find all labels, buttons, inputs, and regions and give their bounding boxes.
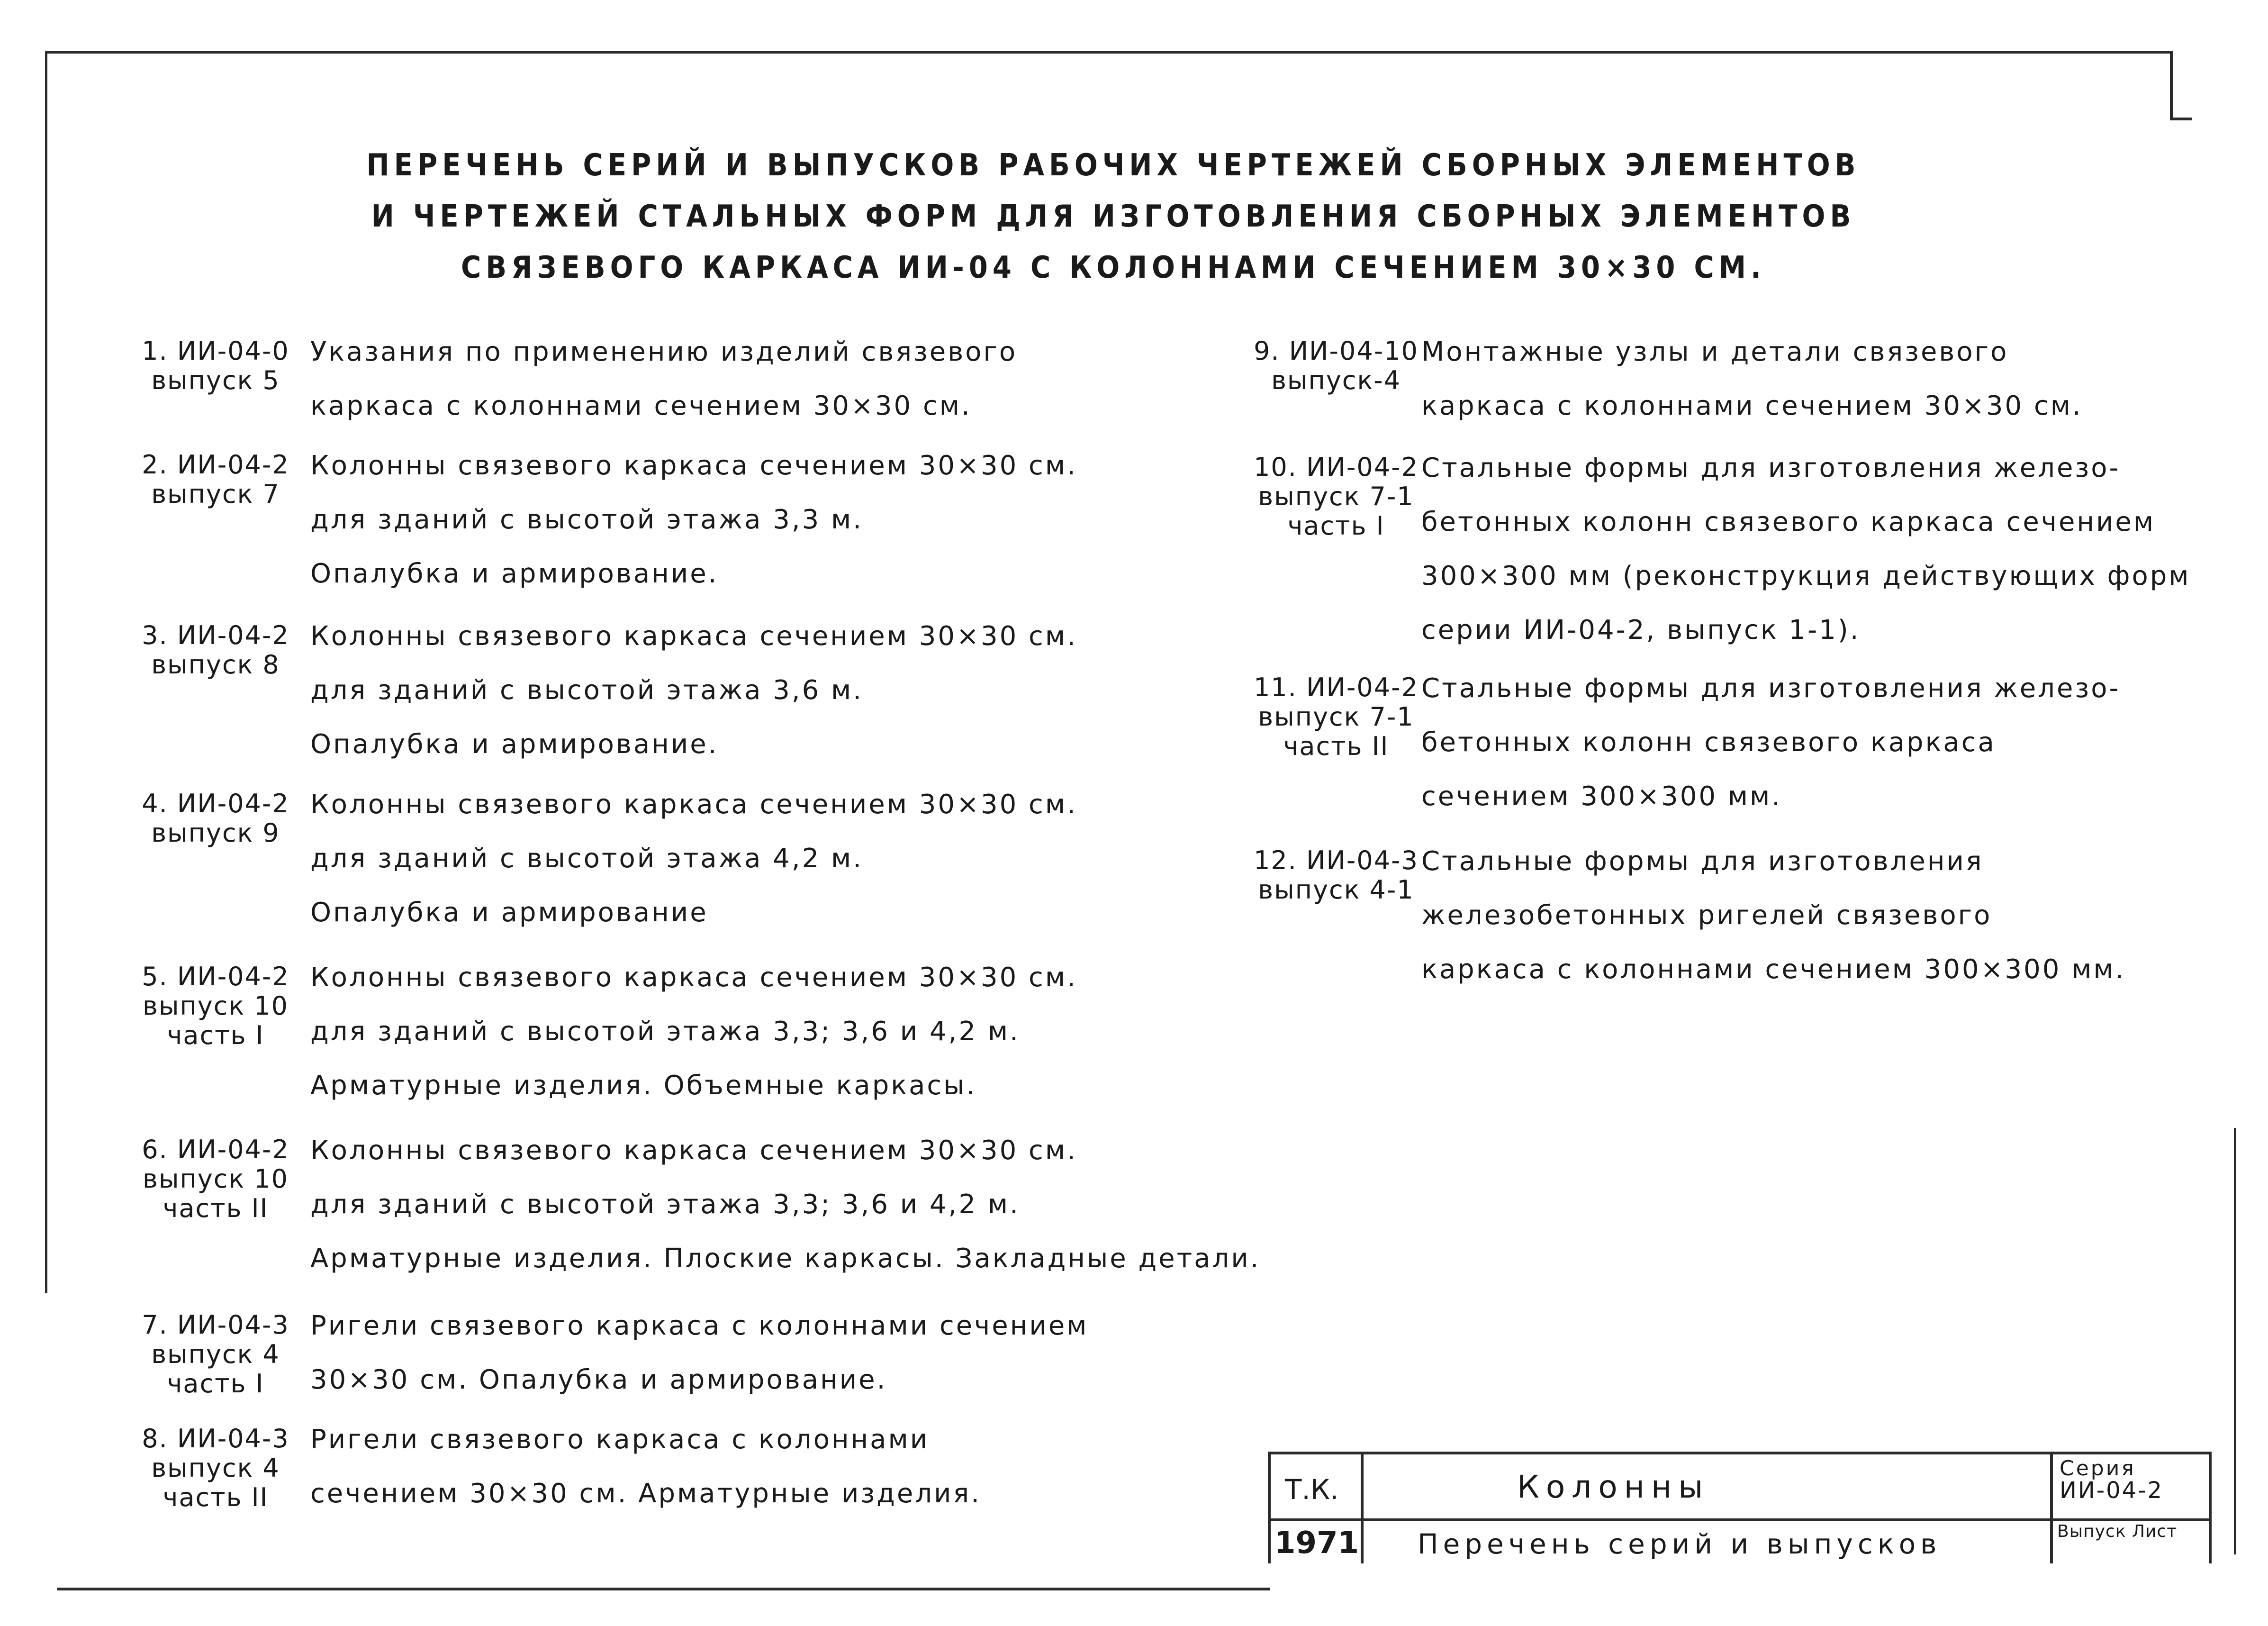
stamp-year: 1971 [1274,1526,1359,1561]
document-title [284,140,1943,293]
corner-mark [2170,51,2192,120]
series-code: 3. ИИ-04-2 выпуск 8 [142,620,289,680]
stamp-divider [1361,1454,1364,1563]
stamp-name: Колонны [1517,1469,1710,1505]
series-code: 7. ИИ-04-3 выпуск 4 часть I [142,1310,289,1399]
title-block-stamp [1268,1452,2212,1563]
frame-top-line [45,51,2172,54]
series-description: Колонны связевого каркаса сечением 30×30 см. для зданий с высотой этажа 3,6 м. Опалубка и армирование. [310,621,1077,760]
series-description: Указания по применению изделий связевого каркаса с колоннами сечением 30×30 см. [310,336,1018,421]
title-line-2: И ЧЕРТЕЖЕЙ СТАЛЬНЫХ ФОРМ ДЛЯ ИЗГОТОВЛЕНИЯ СБОРНЫХ ЭЛЕМЕНТОВ [371,199,1856,234]
series-description: Ригели связевого каркаса с колоннами сечением 30×30 см. Арматурные изделия. [310,1424,981,1509]
series-code: 10. ИИ-04-2 выпуск 7-1 часть I [1254,452,1419,541]
series-code: 9. ИИ-04-10 выпуск-4 [1254,336,1419,395]
series-code: 11. ИИ-04-2 выпуск 7-1 часть II [1254,672,1419,761]
series-description: Колонны связевого каркаса сечением 30×30 см. для зданий с высотой этажа 4,2 м. Опалубка и армирование [310,789,1077,928]
series-description: Колонны связевого каркаса сечением 30×30 см. для зданий с высотой этажа 3,3; 3,6 и 4,2 м. Арматурные изделия. Объемные каркасы. [310,962,1077,1101]
frame-right-line [2234,1128,2236,1554]
series-description: Монтажные узлы и детали связевого каркаса с колоннами сечением 30×30 см. [1421,336,2083,421]
series-description: Колонны связевого каркаса сечением 30×30 см. для зданий с высотой этажа 3,3 м. Опалубка и армирование. [310,450,1077,589]
series-code: 4. ИИ-04-2 выпуск 9 [142,789,289,848]
frame-bottom-line [57,1588,1270,1590]
stamp-tk: Т.К. [1285,1473,1339,1506]
frame-left-line [45,51,47,1293]
series-description: Колонны связевого каркаса сечением 30×30 см. для зданий с высотой этажа 3,3; 3,6 и 4,2 м. Арматурные изделия. Плоские каркасы. Закладные детали. [310,1135,1261,1274]
series-description: Стальные формы для изготовления железобетонных ригелей связевого каркаса с колоннами сечением 300×300 мм. [1421,846,2126,985]
stamp-divider [1271,1518,2209,1521]
title-line-3: СВЯЗЕВОГО КАРКАСА ИИ-04 С КОЛОННАМИ СЕЧЕНИЕМ 30×30 СМ. [461,250,1766,285]
series-description: Стальные формы для изготовления железо- бетонных колонн связевого каркаса сечением 300×300 мм (реконструкция действующих форм серии ИИ-04-2, выпуск 1-1). [1421,453,2191,645]
series-description: Ригели связевого каркаса с колоннами сечением 30×30 см. Опалубка и армирование. [310,1310,1089,1395]
stamp-issue-sheet-label: Выпуск Лист [2057,1522,2178,1541]
stamp-series-value: ИИ-04-2 [2060,1477,2164,1504]
series-code: 2. ИИ-04-2 выпуск 7 [142,450,289,509]
series-code: 12. ИИ-04-3 выпуск 4-1 [1254,845,1419,905]
series-description: Стальные формы для изготовления железо- бетонных колонн связевого каркаса сечением 300×300 мм. [1421,673,2121,812]
stamp-divider [2050,1454,2053,1563]
series-code: 8. ИИ-04-3 выпуск 4 часть II [142,1424,289,1512]
series-code: 1. ИИ-04-0 выпуск 5 [142,336,289,395]
series-code: 5. ИИ-04-2 выпуск 10 часть I [142,962,289,1050]
series-code: 6. ИИ-04-2 выпуск 10 часть II [142,1135,289,1223]
stamp-subtitle: Перечень серий и выпусков [1418,1528,1942,1560]
stamp-series-label: Серия [2060,1456,2136,1481]
title-line-1: ПЕРЕЧЕНЬ СЕРИЙ И ВЫПУСКОВ РАБОЧИХ ЧЕРТЕЖЕЙ СБОРНЫХ ЭЛЕМЕНТОВ [366,148,1861,183]
